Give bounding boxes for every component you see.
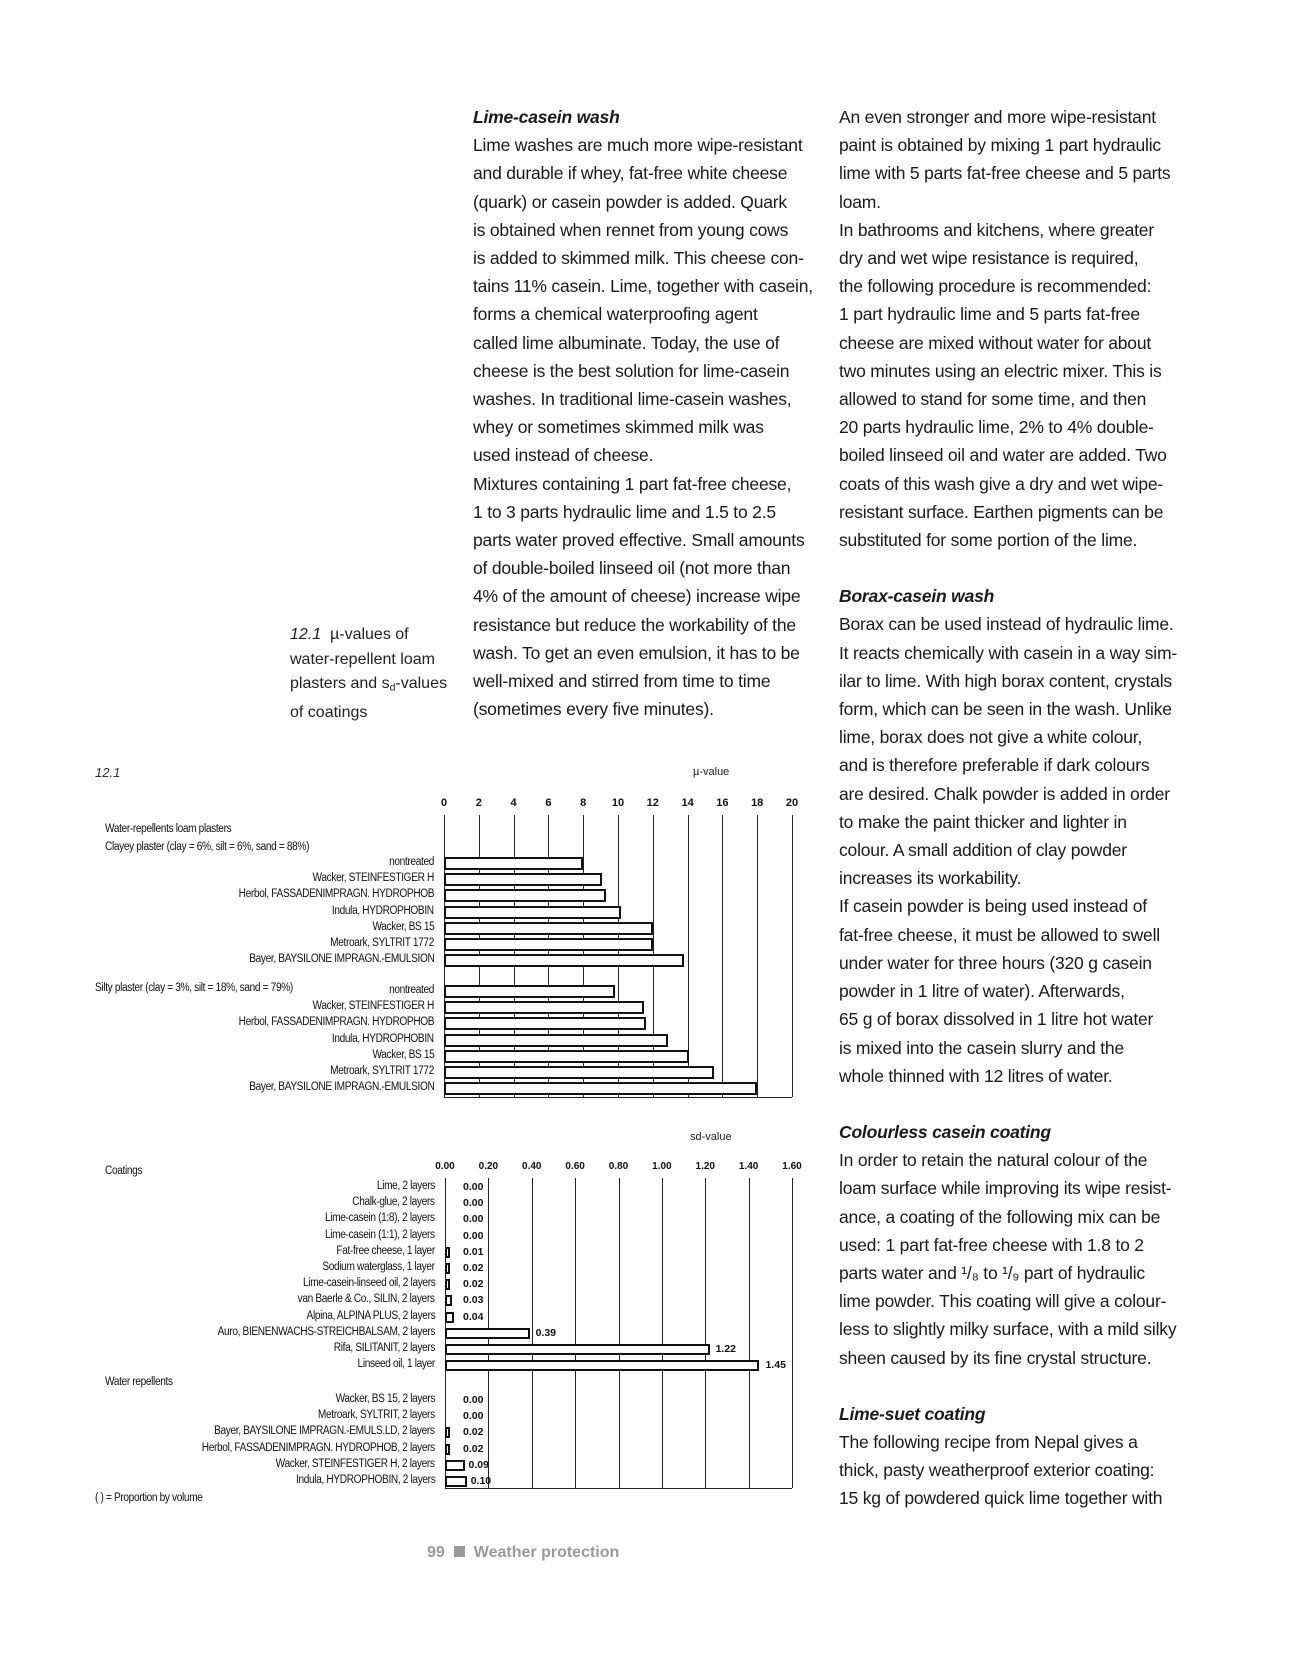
sd-bar [445,1427,450,1438]
text-line: An even stronger and more wipe-resistant [839,107,1156,127]
sd-bar [445,1263,450,1274]
paragraph-lime-casein-wash [473,131,823,723]
sd-gridline [792,1178,793,1488]
sd-row-label: Lime-casein (1:8), 2 layers [325,1212,435,1225]
mu-gridline [792,815,793,1097]
sd-group-label: Water repellents [105,1376,173,1388]
sd-row-label: Sodium waterglass, 1 layer [322,1261,435,1273]
text-line: form, which can be seen in the wash. Unlike [839,699,1172,720]
sd-bar [445,1247,450,1258]
sd-tick-label: 0.00 [435,1161,455,1172]
text-line: whey or sometimes skimmed milk was [473,417,764,438]
sd-bar [445,1312,454,1323]
heading-colourless-casein-coating: Colourless casein coating [839,1121,1051,1142]
mu-bar [444,857,583,870]
heading-lime-suet-coating: Lime-suet coating [839,1403,986,1424]
mu-bar [444,1082,757,1095]
mu-bar [444,873,602,886]
mu-group-label: Clayey plaster (clay = 6%, silt = 6%, sand = 88%) [105,841,310,853]
sd-row-label: Indula, HYDROPHOBIN, 2 layers [295,1474,435,1486]
text-line: is mixed into the casein slurry and the [839,1037,1124,1058]
text-line: resistance but reduce the workability of the [473,614,796,635]
sd-axis-baseline [445,1488,792,1489]
sd-value-label: 0.10 [470,1475,492,1487]
mu-bar [444,954,684,967]
sd-value-label: 0.02 [463,1278,484,1291]
text-line: thick, pasty weatherproof exterior coating: [839,1460,1155,1481]
text-line: lime powder. This coating will give a colour- [839,1291,1167,1312]
sd-gridline [705,1178,706,1488]
sd-row-label: Lime, 2 layers [376,1180,435,1192]
sd-tick-label: 1.40 [738,1161,759,1172]
text-line: Lime washes are much more wipe-resistant [473,135,803,156]
mu-group-label: Silty plaster (clay = 3%, silt = 18%, sand = 79%) [95,982,293,994]
mu-group-header: Water-repellents loam plasters [105,823,232,835]
mu-row-label: Metroark, SYLTRIT 1772 [330,1065,434,1077]
sd-bar [445,1444,450,1455]
paragraph-colourless-casein-coating [839,1146,1199,1372]
sd-row-label: Bayer, BAYSILONE IMPRÄGN.-EMULS.LD, 2 layers [214,1425,435,1438]
text-line: In bathrooms and kitchens, where greater [839,219,1154,240]
caption-text: µ-values of water-repellent loam plasters and s [290,626,435,692]
text-line: substituted for some portion of the lime. [839,530,1138,551]
text-line: loam. [839,191,881,212]
page-footer [427,1544,619,1562]
text-line: and is therefore preferable if dark colours [839,755,1150,776]
text-line: lime with 5 parts fat-free cheese and 5 parts [839,163,1171,184]
sd-row-label: Wacker, BS 15, 2 layers [335,1393,435,1405]
text-line: allowed to stand for some time, and then [839,389,1147,410]
text-line: paint is obtained by mixing 1 part hydraulic [839,135,1161,156]
mu-tick-label: 18 [751,797,764,809]
text-line: cheese are mixed without water for about [839,332,1152,353]
sd-bar [445,1460,465,1471]
sd-value-label: 0.02 [463,1442,484,1455]
text-line: forms a chemical waterproofing agent [473,304,758,325]
mu-tick-label: 12 [646,797,659,809]
sd-value-label: 0.00 [463,1197,484,1210]
sd-value-label: 0.02 [463,1262,484,1274]
sd-value-label: 0.39 [535,1326,557,1339]
mu-tick-label: 16 [716,797,729,809]
section-title: Weather protection [473,1544,620,1561]
sd-tick-label: 1.60 [782,1161,802,1172]
text-line: cheese is the best solution for lime-casein [473,360,790,381]
mu-tick-label: 6 [545,797,552,809]
mu-bar [444,922,653,935]
sd-tick-label: 1.20 [695,1161,715,1172]
text-line: under water for three hours (320 g casein [839,952,1152,973]
mu-bar [444,938,653,951]
sd-bar [445,1360,759,1371]
square-bullet-icon [454,1546,465,1557]
sd-row-label: Chalk-glue, 2 layers [352,1196,435,1209]
sd-gridline [532,1178,533,1488]
text-line: 1 part hydraulic lime and 5 parts fat-free [839,304,1140,325]
mu-row-label: Wacker, BS 15 [372,920,434,933]
text-line: increases its workability. [839,868,1022,889]
text-line: of double-boiled linseed oil (not more than [473,558,791,579]
text-line: washes. In traditional lime-casein washes, [473,389,792,410]
sd-value-label: 1.45 [765,1359,786,1372]
sd-bar [445,1476,467,1487]
text-line: to make the paint thicker and lighter in [839,811,1127,832]
body-text-middle-column [473,103,823,723]
mu-row-label: Bayer, BAYSILONE IMPRÄGN.-EMULSION [248,953,434,966]
text-line: ance, a coating of the following mix can be [839,1206,1161,1227]
text-line: 15 kg of powdered quick lime together with [839,1488,1163,1509]
text-line: well-mixed and stirred from time to time [473,671,771,692]
body-text-right-column [839,103,1199,1513]
paragraph-stronger-paint [839,103,1199,554]
text-line: coats of this wash give a dry and wet wipe- [839,473,1164,494]
mu-axis-title: µ-value [693,766,730,778]
text-line: used instead of cheese. [473,445,654,466]
sd-bar [445,1344,710,1355]
text-line: It reacts chemically with casein in a way sim- [839,642,1177,663]
sd-tick-label: 1.00 [652,1161,672,1172]
text-line: In order to retain the natural colour of the [839,1150,1148,1171]
sd-value-label: 0.09 [468,1458,489,1471]
sd-row-label: Alpina, ALPINA PLUS, 2 layers [306,1309,435,1322]
mu-tick-label: 2 [475,797,482,809]
text-line: and durable if whey, fat-free white cheese [473,163,788,184]
footnote-proportion-by-volume: ( ) = Proportion by volume [95,1492,203,1504]
sd-value-label: 0.00 [463,1410,484,1423]
mu-bar [444,1017,646,1030]
sd-tick-label: 0.20 [478,1161,499,1172]
text-line: ilar to lime. With high borax content, crystals [839,670,1172,691]
mu-tick-label: 0 [440,797,448,809]
sd-bar [445,1279,450,1290]
sd-value-label: 0.03 [463,1294,484,1307]
sd-axis-title: sd-value [690,1131,732,1143]
sd-row-label: Metroark, SYLTRIT, 2 layers [318,1409,435,1422]
heading-lime-casein-wash: Lime-casein wash [473,107,620,127]
text-line: parts water proved effective. Small amounts [473,530,805,551]
text-line: dry and wet wipe resistance is required, [839,248,1139,269]
mu-bar [444,985,615,998]
paragraph-lime-suet-coating [839,1428,1199,1513]
text-line: 4% of the amount of cheese) increase wipe [473,586,801,607]
mu-row-label: Herbol, FASSADENIMPRÄGN. HYDROPHOB [238,1016,434,1029]
mu-tick-label: 8 [580,797,587,809]
mu-bar [444,1066,714,1079]
mu-row-label: Metroark, SYLTRIT 1772 [330,937,434,949]
text-line: fat-free cheese, it must be allowed to swell [839,924,1160,945]
sd-value-label: 1.22 [715,1343,737,1355]
mu-tick-label: 10 [611,797,625,809]
figure-caption [290,623,450,726]
mu-row-label: Herbol, FASSADENIMPRÄGN. HYDROPHOB [238,888,434,901]
text-line: Mixtures containing 1 part fat-free cheese, [473,473,792,494]
sd-value-label: 0.00 [463,1229,484,1242]
mu-row-label: Indula, HYDROPHOBIN [332,904,434,917]
mu-row-label: Wacker, BS 15 [372,1048,434,1061]
text-line: (quark) or casein powder is added. Quark [473,191,787,212]
sd-row-label: van Baerle & Co., SILIN, 2 layers [298,1293,435,1306]
sd-row-label: Rifa, SILITANIT, 2 layers [333,1342,435,1354]
heading-borax-casein-wash: Borax-casein wash [839,586,995,607]
text-line: powder in 1 litre of water). Afterwards, [839,981,1125,1002]
sd-value-label: 0.00 [463,1213,484,1226]
sd-value-label: 0.02 [463,1426,484,1439]
text-line: the following procedure is recommended: [839,276,1152,297]
text-line: is added to skimmed milk. This cheese con- [473,248,804,269]
mu-gridline [722,815,723,1097]
sd-value-label: 0.01 [463,1245,484,1258]
mu-tick-label: 14 [681,797,694,809]
sd-group-label: Coatings [105,1165,143,1177]
paragraph-borax-casein-wash [839,610,1199,1089]
mu-bar [444,1050,689,1063]
mu-axis-baseline [444,1097,792,1098]
text-line: resistant surface. Earthen pigments can be [839,501,1164,522]
sd-row-label: Lime-casein-linseed oil, 2 layers [302,1277,435,1290]
text-line: Borax can be used instead of hydraulic lime. [839,614,1174,635]
mu-gridline [757,815,758,1097]
sd-row-label: Fat-free cheese, 1 layer [336,1244,435,1257]
text-line: loam surface while improving its wipe resist- [839,1178,1172,1199]
mu-bar [444,906,621,919]
text-line: are desired. Chalk powder is added in order [839,783,1170,804]
sd-row-label: Lime-casein (1:1), 2 layers [325,1228,435,1241]
mu-row-label: Wacker, STEINFESTIGER H [312,1000,434,1013]
sd-gridline [662,1178,663,1488]
text-line: boiled linseed oil and water are added. Two [839,445,1167,466]
text-line: whole thinned with 12 litres of water. [839,1065,1113,1086]
sd-value-label: 0.00 [463,1181,484,1193]
sd-gridline [749,1178,750,1488]
text-line: 65 g of borax dissolved in 1 litre hot water [839,1009,1154,1030]
sd-bar [445,1328,530,1339]
sd-tick-label: 0.80 [608,1161,629,1172]
sd-row-label: Wacker, STEINFESTIGER H, 2 layers [276,1457,435,1470]
caption-number: 12.1 [290,626,322,643]
text-line: tains 11% casein. Lime, together with casein, [473,276,813,297]
figure-number: 12.1 [95,765,121,780]
text-line: sheen caused by its fine crystal structure. [839,1347,1152,1368]
text-line: 20 parts hydraulic lime, 2% to 4% double- [839,417,1154,438]
sd-tick-label: 0.60 [565,1161,585,1172]
mu-tick-label: 20 [785,797,799,809]
sd-value-label: 0.04 [463,1310,484,1323]
sd-gridline [619,1178,620,1488]
text-line: 1 to 3 parts hydraulic lime and 1.5 to 2.5 [473,501,776,522]
text-line: less to slightly milky surface, with a mild silky [839,1319,1177,1340]
text-line: used: 1 part fat-free cheese with 1.8 to 2 [839,1234,1144,1255]
sd-bar [445,1295,452,1306]
sd-row-label: Auro, BIENENWACHS-STREICHBALSAM, 2 layers [217,1325,435,1338]
mu-row-label: Bayer, BAYSILONE IMPRÄGN.-EMULSION [248,1081,434,1094]
text-line: lime, borax does not give a white colour, [839,727,1143,748]
sd-row-label: Herbol, FASSADENIMPRÄGN. HYDROPHOB, 2 layers [201,1441,435,1454]
sd-gridline [575,1178,576,1488]
text-line: parts water and ¹/₈ to ¹/₉ part of hydraulic [839,1262,1145,1283]
caption-text-end: -values of coatings [290,675,447,722]
caption-subscript: d [389,682,396,694]
sd-value-label: 0.00 [463,1394,484,1406]
text-line: is obtained when rennet from young cows [473,219,789,240]
sd-row-label: Linseed oil, 1 layer [357,1358,435,1371]
mu-row-label: Wacker, STEINFESTIGER H [312,872,434,885]
text-line: wash. To get an even emulsion, it has to be [473,642,800,663]
text-line: two minutes using an electric mixer. This is [839,360,1162,381]
mu-row-label: Indula, HYDROPHOBIN [332,1032,434,1045]
mu-row-label: nontreated [389,856,434,868]
text-line: If casein powder is being used instead of [839,896,1147,917]
mu-bar [444,1001,644,1014]
page-number: 99 [427,1544,445,1561]
mu-row-label: nontreated [389,984,434,996]
text-line: called lime albuminate. Today, the use of [473,332,780,353]
mu-tick-label: 4 [510,797,517,809]
text-line: The following recipe from Nepal gives a [839,1431,1138,1452]
mu-bar [444,1034,668,1047]
sd-tick-label: 0.40 [522,1161,542,1172]
text-line: colour. A small addition of clay powder [839,840,1127,861]
text-line: (sometimes every five minutes). [473,699,714,720]
mu-bar [444,889,606,902]
